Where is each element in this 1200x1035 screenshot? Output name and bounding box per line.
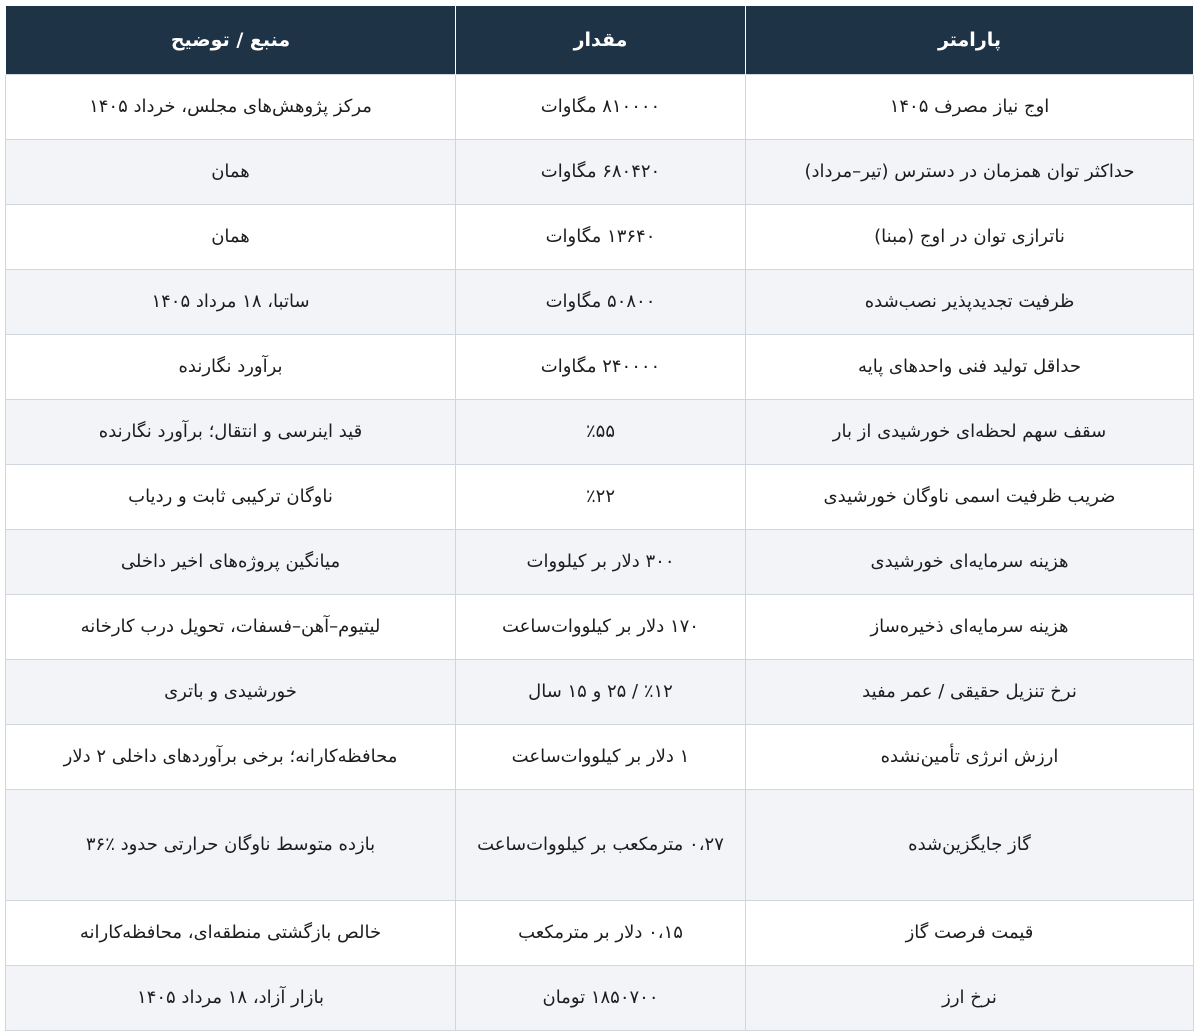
table-row [6, 205, 1194, 270]
table-row [6, 270, 1194, 335]
cell-parameter: حداقل تولید فنی واحدهای پایه [746, 335, 1194, 400]
cell-parameter: قیمت فرصت گاز [746, 901, 1194, 966]
cell-source: خورشیدی و باتری [6, 660, 456, 725]
cell-parameter: نرخ تنزیل حقیقی / عمر مفید [746, 660, 1194, 725]
cell-value: ۱۳۶۴۰ مگاوات [456, 205, 746, 270]
cell-source: خالص بازگشتی منطقه‌ای، محافظه‌کارانه [6, 901, 456, 966]
cell-value: ۸۱۰۰۰۰ مگاوات [456, 75, 746, 140]
table-body [6, 75, 1194, 1031]
cell-source: همان [6, 205, 456, 270]
table-row [6, 901, 1194, 966]
cell-source: محافظه‌کارانه؛ برخی برآوردهای داخلی ۲ دلار [6, 725, 456, 790]
cell-parameter: ناترازی توان در اوج (مبنا) [746, 205, 1194, 270]
cell-parameter: هزینه سرمایه‌ای ذخیره‌ساز [746, 595, 1194, 660]
cell-value: ۱۷۰ دلار بر کیلووات‌ساعت [456, 595, 746, 660]
cell-value: ۳۰۰ دلار بر کیلووات [456, 530, 746, 595]
cell-parameter: سقف سهم لحظه‌ای خورشیدی از بار [746, 400, 1194, 465]
cell-parameter: ظرفیت تجدیدپذیر نصب‌شده [746, 270, 1194, 335]
cell-source: بازار آزاد، ۱۸ مرداد ۱۴۰۵ [6, 966, 456, 1031]
table-row [6, 335, 1194, 400]
cell-value: ۶۸۰۴۲۰ مگاوات [456, 140, 746, 205]
parameters-table [5, 6, 1194, 1031]
table-row [6, 725, 1194, 790]
table-header [6, 6, 1194, 75]
table-row [6, 790, 1194, 901]
table-row [6, 400, 1194, 465]
cell-parameter: هزینه سرمایه‌ای خورشیدی [746, 530, 1194, 595]
cell-value: ۱۸۵۰۷۰۰ تومان [456, 966, 746, 1031]
table-row [6, 660, 1194, 725]
cell-parameter: ضریب ظرفیت اسمی ناوگان خورشیدی [746, 465, 1194, 530]
cell-value: ۰،۲۷ مترمکعب بر کیلووات‌ساعت [456, 790, 746, 901]
cell-parameter: حداکثر توان همزمان در دسترس (تیر–مرداد) [746, 140, 1194, 205]
cell-source: بازده متوسط ناوگان حرارتی حدود ٪۳۶ [6, 790, 456, 901]
cell-value: ۲۴۰۰۰۰ مگاوات [456, 335, 746, 400]
cell-source: ناوگان ترکیبی ثابت و ردیاب [6, 465, 456, 530]
cell-value: ۵۰۸۰۰ مگاوات [456, 270, 746, 335]
cell-source: همان [6, 140, 456, 205]
cell-source: لیتیوم–آهن–فسفات، تحویل درب کارخانه [6, 595, 456, 660]
table-row [6, 75, 1194, 140]
cell-source: میانگین پروژه‌های اخیر داخلی [6, 530, 456, 595]
header-row [6, 6, 1194, 75]
table-row [6, 595, 1194, 660]
parameters-table-container [6, 6, 1194, 1028]
cell-parameter: نرخ ارز [746, 966, 1194, 1031]
cell-value: ٪۵۵ [456, 400, 746, 465]
cell-parameter: اوج نیاز مصرف ۱۴۰۵ [746, 75, 1194, 140]
table-row [6, 465, 1194, 530]
table-row [6, 530, 1194, 595]
cell-parameter: ارزش انرژی تأمین‌نشده [746, 725, 1194, 790]
cell-source: برآورد نگارنده [6, 335, 456, 400]
cell-parameter: گاز جایگزین‌شده [746, 790, 1194, 901]
cell-source: ساتبا، ۱۸ مرداد ۱۴۰۵ [6, 270, 456, 335]
cell-value: ۰،۱۵ دلار بر مترمکعب [456, 901, 746, 966]
table-row [6, 140, 1194, 205]
cell-value: ۱ دلار بر کیلووات‌ساعت [456, 725, 746, 790]
cell-value: ٪۲۲ [456, 465, 746, 530]
header-parameter: پارامتر [746, 6, 1194, 75]
cell-source: قید اینرسی و انتقال؛ برآورد نگارنده [6, 400, 456, 465]
header-value: مقدار [456, 6, 746, 75]
table-row [6, 966, 1194, 1031]
cell-source: مرکز پژوهش‌های مجلس، خرداد ۱۴۰۵ [6, 75, 456, 140]
cell-value: ٪۱۲ / ۲۵ و ۱۵ سال [456, 660, 746, 725]
header-source: منبع / توضیح [6, 6, 456, 75]
